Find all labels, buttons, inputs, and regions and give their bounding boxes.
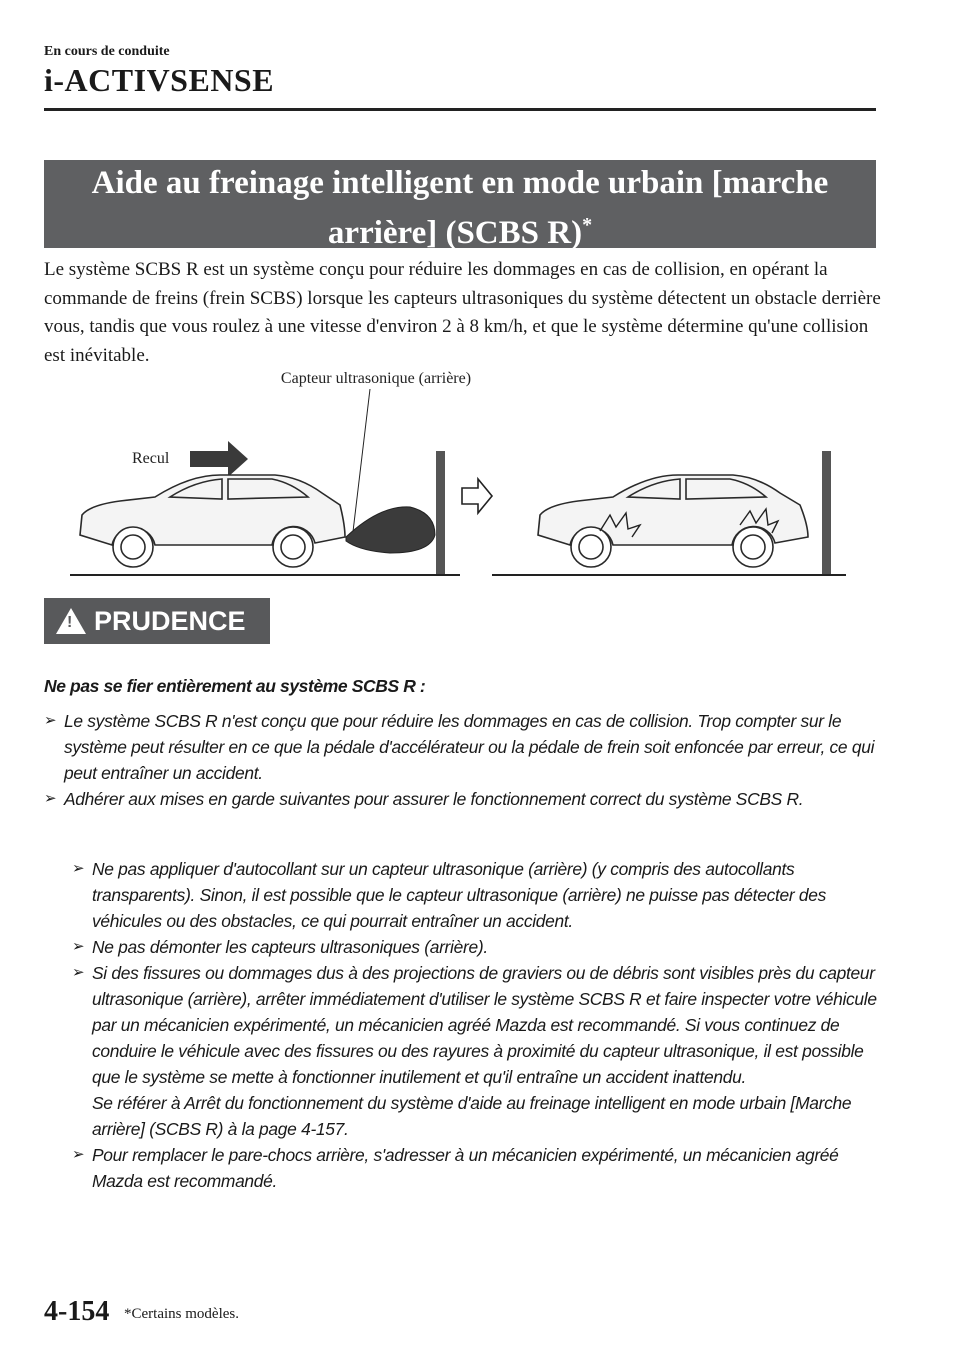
ultrasonic-beam <box>346 507 435 553</box>
obstacle-wall-left <box>436 451 445 575</box>
model-asterisk: * <box>582 214 593 236</box>
warning-heading: Ne pas se fier entièrement au système SCBS R : <box>44 676 426 696</box>
sub-bullet-item: ➢ Ne pas démonter les capteurs ultrasoniques (arrière). <box>72 934 882 960</box>
scbs-illustration <box>60 365 860 585</box>
reverse-arrow <box>190 441 248 477</box>
sub-bullet-item: ➢ Ne pas appliquer d'autocollant sur un capteur ultrasonique (arrière) (y compris des autocollants transparents). Sinon, il est possible que le capteur ultrasonique (arrière) ne puisse pas détecter des véhicules ou des obstacles, ce qui pourrait entraîner un accident. <box>72 856 882 934</box>
footnote: *Certains modèles. <box>124 1306 239 1322</box>
bullet-item: ➢ Adhérer aux mises en garde suivantes pour assurer le fonctionnement correct du système SCBS R. <box>44 786 894 812</box>
sensor-label: Capteur ultrasonique (arrière) <box>280 370 472 387</box>
transition-arrow <box>462 479 492 513</box>
car-reversing <box>80 475 345 567</box>
caution-badge <box>44 598 270 644</box>
sub-bullet-list <box>72 856 882 1194</box>
reverse-label: Recul <box>132 450 170 467</box>
obstacle-wall-right <box>822 451 831 575</box>
section-banner <box>44 160 876 251</box>
bullet-list <box>44 708 894 812</box>
sensor-leader-line <box>352 389 370 540</box>
banner-title-line2: arrière] (SCBS R)* <box>327 214 593 251</box>
sub-bullet-item: ➢ Si des fissures ou dommages dus à des projections de graviers ou de débris sont visibles près du capteur ultrasonique (arrière), arrêter immédiatement d'utiliser le système SCBS R et faire inspecter votre véhicule par un mécanicien expérimenté, un mécanicien agréé Mazda est recommandé. Si vous continuez de conduire le véhicule avec des fissures ou des rayures à proximité du capteur ultrasonique, il est possible que le système se mette à fonctionner inutilement et qu'il entraîne un accident inattendu. <box>72 960 882 1090</box>
section-label: En cours de conduite <box>44 44 170 59</box>
header-divider <box>44 108 876 111</box>
bullet-item: ➢ Le système SCBS R n'est conçu que pour réduire les dommages en cas de collision. Trop compter sur le système peut résulter en ce que la pédale d'accélérateur ou la pédale de frein soit enfoncée par erreur, ce qui peut entraîner un accident. <box>44 708 894 786</box>
banner-title-line1: Aide au freinage intelligent en mode urbain [marche <box>91 165 829 201</box>
sub-bullet-item: ➢ Pour remplacer le pare-chocs arrière, s'adresser à un mécanicien expérimenté, un mécanicien agréé Mazda est recommandé. <box>72 1142 882 1194</box>
warning-icon <box>56 608 86 634</box>
caution-label: PRUDENCE <box>94 605 246 636</box>
intro-paragraph: Le système SCBS R est un système conçu pour réduire les dommages en cas de collision, en opérant la commande de freins (frein SCBS) lorsque les capteurs ultrasoniques du système détectent un obstacle derrière vous, tandis que vous roulez à une vitesse d'environ 2 à 8 km/h, et que le système détermine qu'une collision est inévitable. <box>44 259 881 366</box>
page-number: 4-154 <box>44 1296 110 1327</box>
page-reference: Se référer à Arrêt du fonctionnement du système d'aide au freinage intelligent en mode urbain [Marche arrière] (SCBS R) à la page 4-157. <box>92 1093 852 1139</box>
chapter-title: i-ACTIVSENSE <box>44 62 275 98</box>
